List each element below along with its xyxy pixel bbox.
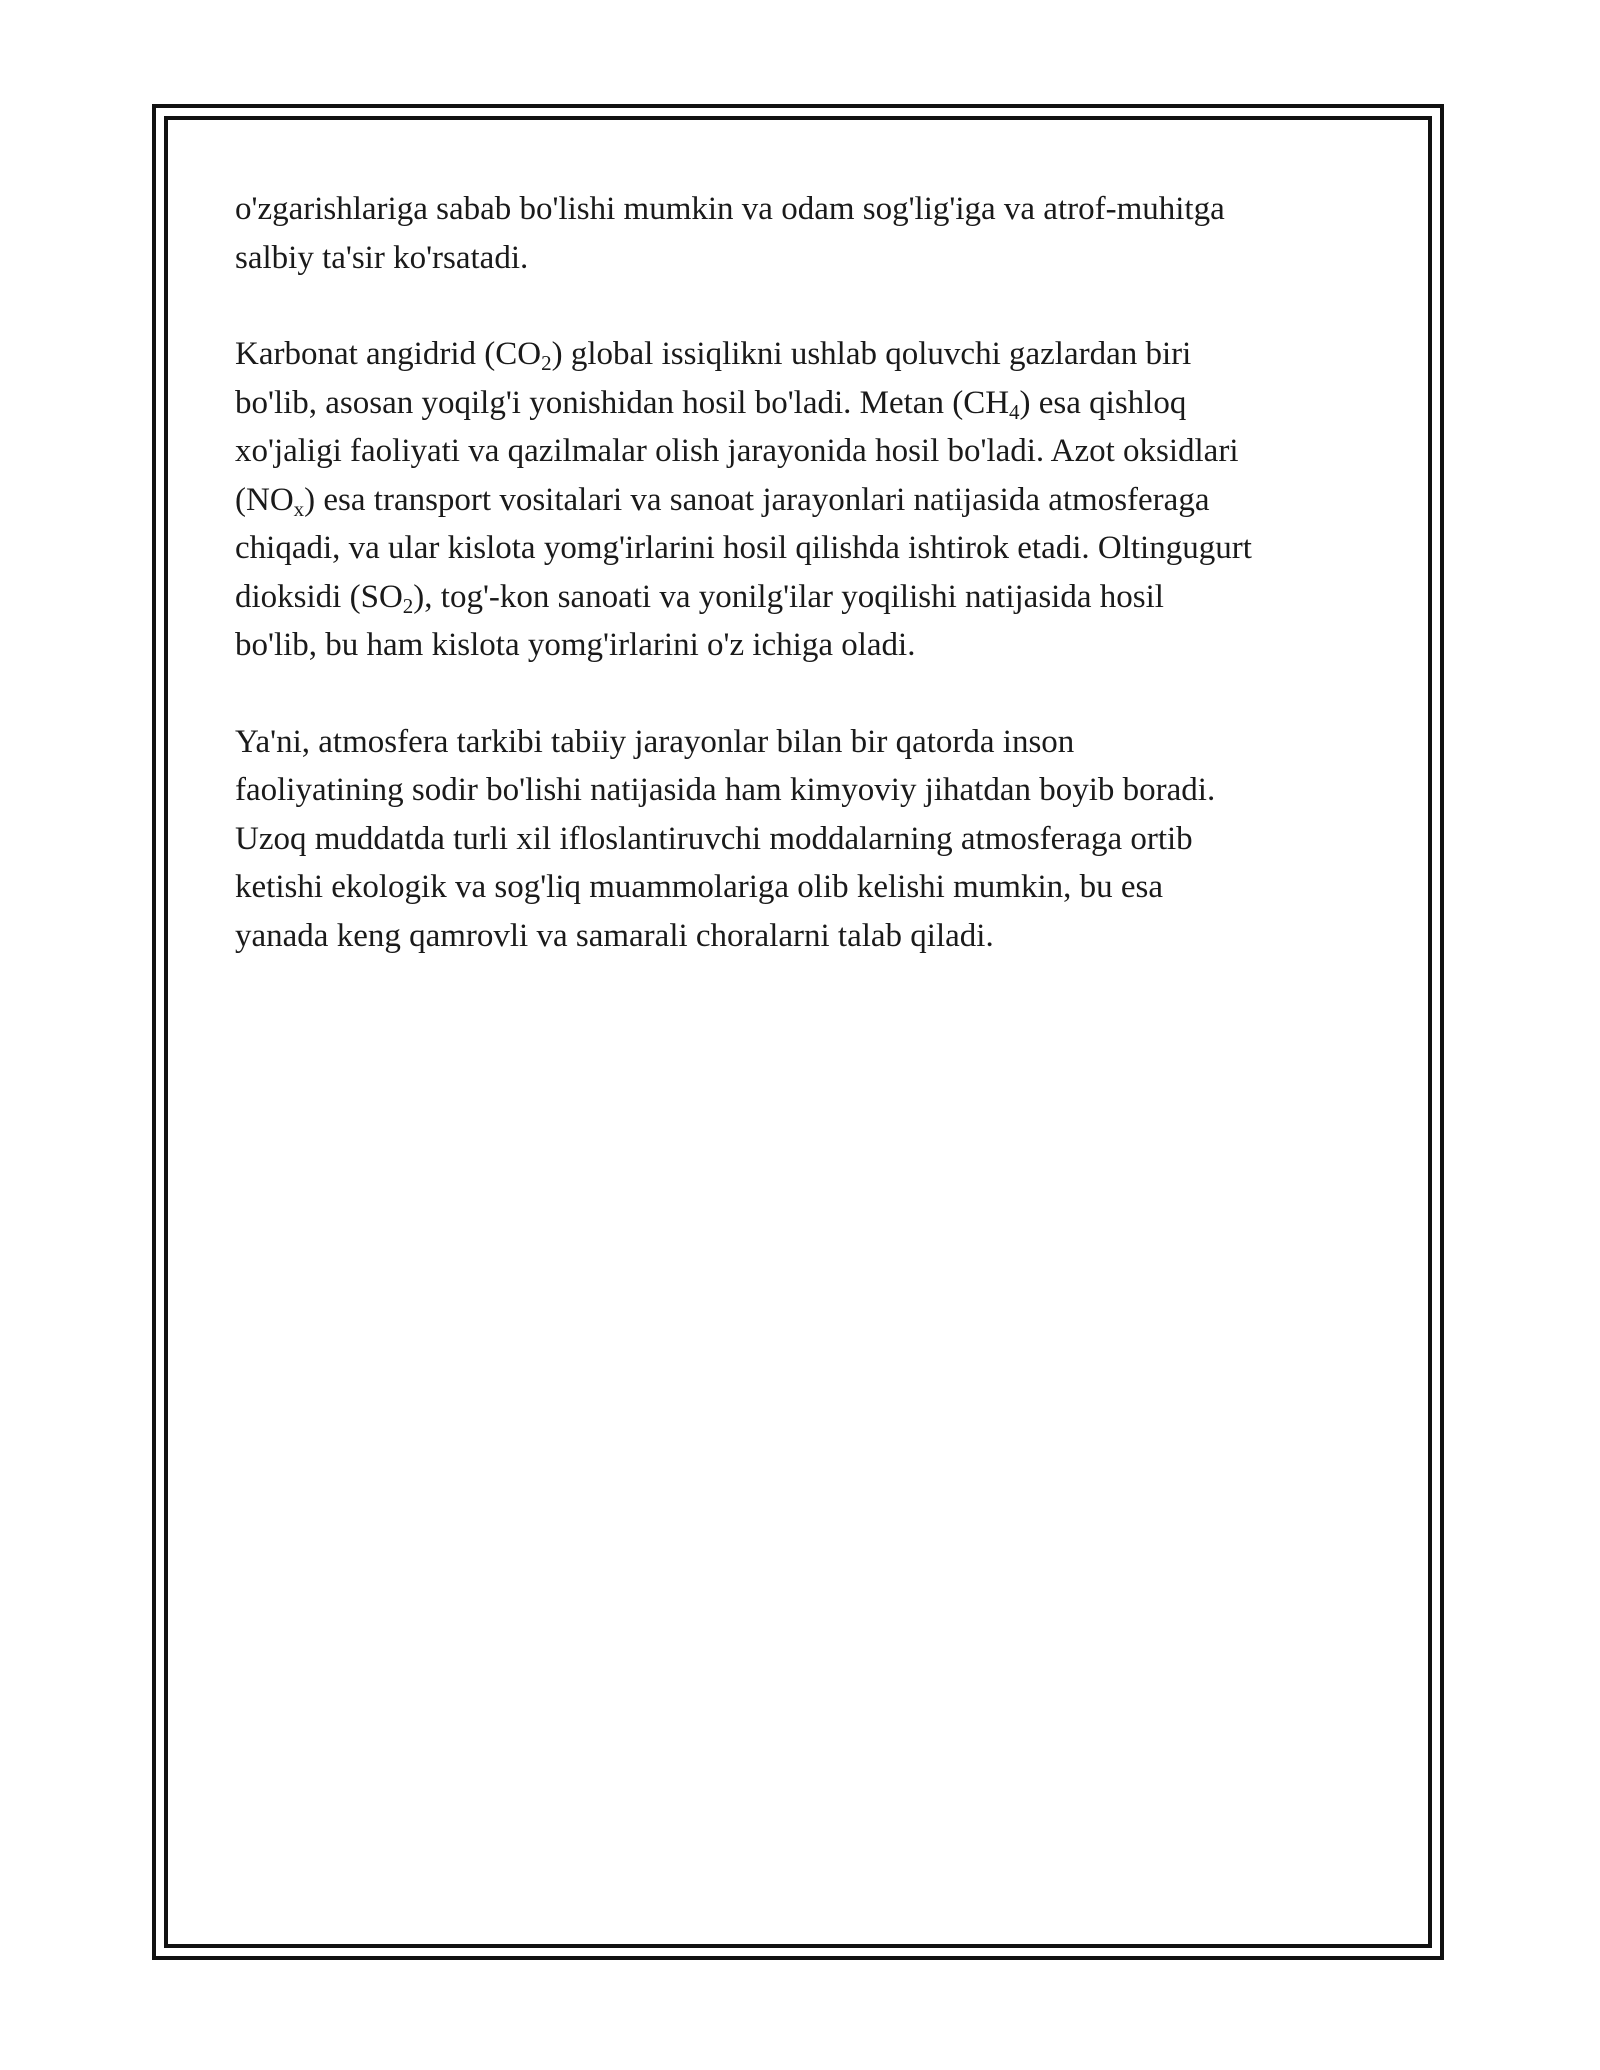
text-line xyxy=(235,912,1370,961)
text-line xyxy=(235,815,1370,864)
text-line xyxy=(235,427,1370,476)
text-line xyxy=(235,621,1370,670)
text-run: bo'lib, asosan yoqilg'i yonishidan hosil bo'ladi. Metan (CH xyxy=(235,384,1010,421)
text-line xyxy=(235,573,1370,622)
paragraph-3 xyxy=(235,718,1370,961)
text-run: ketishi ekologik va sog'liq muammolariga olib kelishi mumkin, bu esa xyxy=(235,869,1163,905)
text-line xyxy=(235,718,1370,767)
text-line xyxy=(235,234,1370,283)
text-run: Karbonat angidrid (CO xyxy=(235,336,542,372)
text-line xyxy=(235,476,1370,525)
text-run: chiqadi, va ular kislota yomg'irlarini hosil qilishda ishtirok etadi. Oltingugurt xyxy=(235,530,1252,566)
subscript: 4 xyxy=(1009,399,1020,424)
text-run: faoliyatining sodir bo'lishi natijasida ham kimyoviy jihatdan boyib boradi. xyxy=(235,772,1216,808)
text-line xyxy=(235,524,1370,573)
text-run: Uzoq muddatda turli xil ifloslantiruvchi moddalarning atmosferaga ortib xyxy=(235,820,1193,857)
text-run: bo'lib, bu ham kislota yomg'irlarini o'z ichiga oladi. xyxy=(235,627,916,663)
subscript: 2 xyxy=(541,351,552,375)
subscript: 2 xyxy=(402,593,414,618)
text-line xyxy=(235,330,1370,379)
document-body xyxy=(235,185,1370,1008)
text-run: (NO xyxy=(235,481,294,518)
text-run: ) esa transport vositalari va sanoat jarayonlari natijasida atmosferaga xyxy=(304,481,1210,518)
text-run: dioksidi (SO xyxy=(235,578,403,615)
text-run: salbiy ta'sir ko'rsatadi. xyxy=(235,239,529,276)
text-run: yanada keng qamrovli va samarali choralarni talab qiladi. xyxy=(235,917,994,954)
text-run: ) global issiqlikni ushlab qoluvchi gazlardan biri xyxy=(551,336,1192,372)
paragraph-1 xyxy=(235,185,1370,282)
text-run: ) esa qishloq xyxy=(1019,384,1187,421)
subscript: x xyxy=(293,496,305,521)
text-run: ), tog'-kon sanoati va yonilg'ilar yoqilishi natijasida hosil xyxy=(413,578,1164,615)
text-run: xo'jaligi faoliyati va qazilmalar olish jarayonida hosil bo'ladi. Azot oksidlari xyxy=(235,433,1239,469)
text-line xyxy=(235,863,1370,912)
text-line xyxy=(235,185,1370,234)
text-line xyxy=(235,379,1370,428)
paragraph-2 xyxy=(235,330,1370,670)
text-run: Ya'ni, atmosfera tarkibi tabiiy jarayonlar bilan bir qatorda inson xyxy=(235,723,1075,760)
text-run: o'zgarishlariga sabab bo'lishi mumkin va odam sog'lig'iga va atrof-muhitga xyxy=(235,191,1225,227)
text-line xyxy=(235,766,1370,815)
